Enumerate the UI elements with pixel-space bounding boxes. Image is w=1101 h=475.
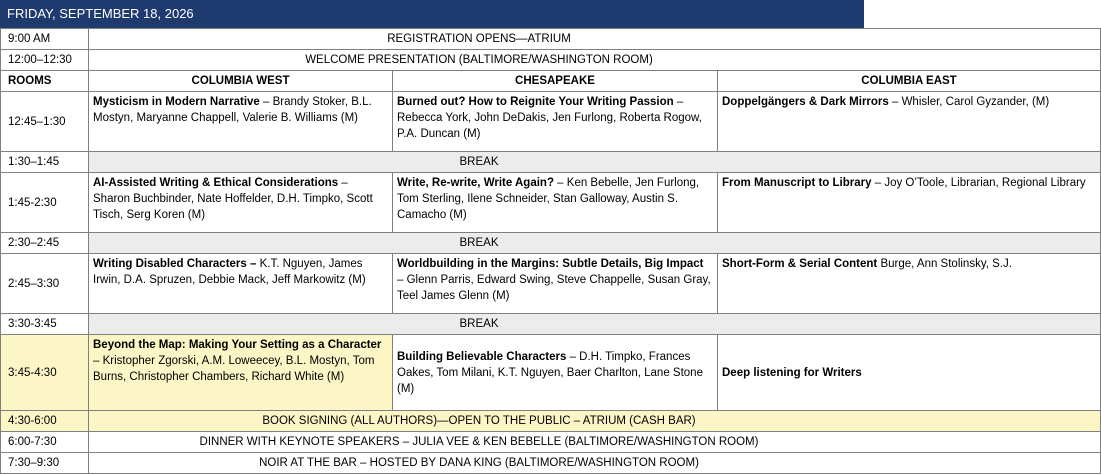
time-cell: 12:00–12:30 (1, 50, 89, 71)
break-row (1, 152, 1101, 173)
session-panelists: – Sharon Buchbinder, Nate Hoffelder, D.H. Timpko, Scott Tisch, Serg Koren (M) (93, 177, 373, 221)
session-title: Short-Form & Serial Content (722, 258, 878, 270)
session-panelists: Burge, Ann Stolinsky, S.J. (877, 258, 1012, 270)
break-row (1, 233, 1101, 254)
session-cell (393, 92, 718, 152)
break-row (1, 314, 1101, 335)
session-title: Building Believable Characters (397, 350, 567, 363)
event-text: WELCOME PRESENTATION (BALTIMORE/WASHINGTON ROOM) (305, 54, 653, 66)
session-panelists: – Whisler, Carol Gyzander, (M) (888, 96, 1050, 108)
break-label: BREAK (459, 156, 499, 168)
session-title: Write, Re-write, Write Again? (397, 177, 554, 189)
rooms-label: ROOMS (1, 71, 89, 92)
session-row-1 (1, 92, 1101, 152)
session-cell (393, 173, 718, 233)
row-noir (1, 453, 1101, 474)
session-title: Deep listening for Writers (722, 366, 862, 379)
room-chesapeake: CHESAPEAKE (393, 71, 718, 92)
event-text: REGISTRATION OPENS—ATRIUM (387, 33, 571, 45)
time-cell: 12:45–1:30 (1, 92, 89, 152)
session-title: Writing Disabled Characters – (93, 258, 257, 270)
row-book-signing (1, 411, 1101, 432)
session-title: AI-Assisted Writing & Ethical Considerations (93, 177, 339, 189)
session-cell (89, 173, 393, 233)
time-cell: 3:30-3:45 (1, 314, 89, 335)
schedule-table (0, 28, 1101, 474)
time-cell: 9:00 AM (1, 29, 89, 50)
time-cell: 7:30–9:30 (1, 453, 89, 474)
session-cell (89, 254, 393, 314)
session-cell (718, 335, 1101, 411)
rooms-header-row (1, 71, 1101, 92)
row-registration (1, 29, 1101, 50)
session-row-2 (1, 173, 1101, 233)
session-cell (718, 173, 1101, 233)
event-text: BOOK SIGNING (ALL AUTHORS)—OPEN TO THE PUBLIC – ATRIUM (CASH BAR) (262, 415, 696, 427)
time-cell: 1:30–1:45 (1, 152, 89, 173)
session-title: Burned out? How to Reignite Your Writing Passion (397, 96, 674, 108)
session-panelists: – Joy O’Toole, Librarian, Regional Library (871, 177, 1086, 189)
room-columbia-east: COLUMBIA EAST (718, 71, 1101, 92)
session-title: Doppelgängers & Dark Mirrors (722, 96, 889, 108)
session-row-4 (1, 335, 1101, 411)
session-cell (89, 92, 393, 152)
session-cell (393, 335, 718, 411)
time-cell: 3:45-4:30 (1, 335, 89, 411)
time-cell: 2:30–2:45 (1, 233, 89, 254)
session-cell (718, 92, 1101, 152)
session-title: Beyond the Map: Making Your Setting as a Character (93, 339, 382, 351)
break-label: BREAK (459, 237, 499, 249)
break-label: BREAK (459, 318, 499, 330)
session-panelists: – D.H. Timpko, Frances Oakes, Tom Milani, K.T. Nguyen, Baer Charlton, Lane Stone (M) (397, 350, 703, 395)
session-row-3 (1, 254, 1101, 314)
session-panelists: K.T. Nguyen, James Irwin, D.A. Spruzen, Debbie Mack, Jeff Markowitz (M) (93, 258, 366, 286)
time-cell: 2:45–3:30 (1, 254, 89, 314)
event-text: DINNER WITH KEYNOTE SPEAKERS – JULIA VEE & KEN BEBELLE (BALTIMORE/WASHINGTON ROOM) (199, 436, 759, 448)
session-cell-highlighted (89, 335, 393, 411)
date-header: FRIDAY, SEPTEMBER 18, 2026 (0, 0, 864, 28)
event-text: NOIR AT THE BAR – HOSTED BY DANA KING (BALTIMORE/WASHINGTON ROOM) (259, 457, 699, 469)
session-cell (718, 254, 1101, 314)
row-welcome (1, 50, 1101, 71)
row-dinner (1, 432, 1101, 453)
session-cell (393, 254, 718, 314)
room-columbia-west: COLUMBIA WEST (89, 71, 393, 92)
session-panelists: – Ken Bebelle, Jen Furlong, Tom Sterling, Ilene Schneider, Stan Galloway, Austin S. Camacho (M) (397, 177, 700, 221)
session-panelists: – Brandy Stoker, B.L. Mostyn, Maryanne Chappell, Valerie B. Williams (M) (93, 96, 372, 124)
time-cell: 1:45-2:30 (1, 173, 89, 233)
session-title: Mysticism in Modern Narrative (93, 96, 260, 108)
session-panelists: – Glenn Parris, Edward Swing, Steve Chappelle, Susan Gray, Teel James Glenn (M) (397, 274, 711, 302)
session-panelists: – Kristopher Zgorski, A.M. Loweecey, B.L. Mostyn, Tom Burns, Christopher Chambers, Richard White (M) (93, 355, 375, 383)
time-cell: 6:00-7:30 (1, 432, 89, 453)
session-title: Worldbuilding in the Margins: Subtle Details, Big Impact (397, 258, 704, 270)
time-cell: 4:30-6:00 (1, 411, 89, 432)
session-panelists: – Rebecca York, John DeDakis, Jen Furlong, Roberta Rogow, P.A. Duncan (M) (397, 96, 702, 140)
session-title: From Manuscript to Library (722, 177, 872, 189)
